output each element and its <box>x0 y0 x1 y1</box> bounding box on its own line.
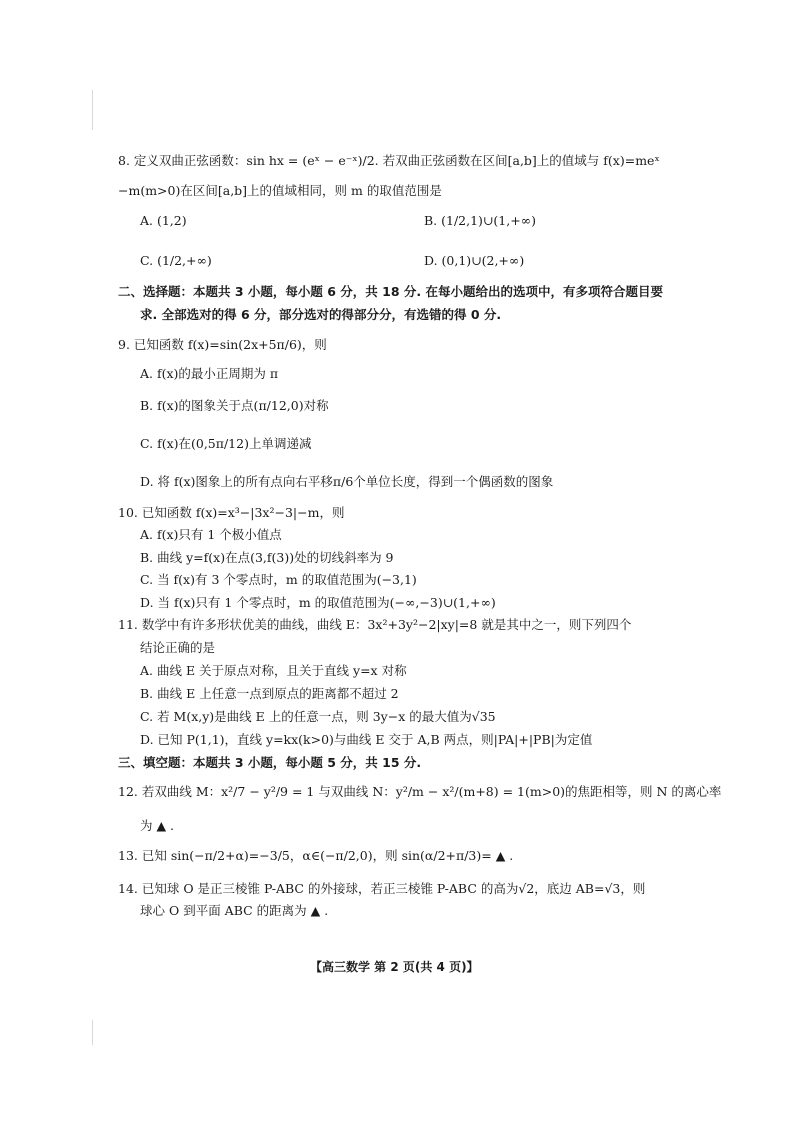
page-footer: 【高三数学 第 2 页(共 4 页)】 <box>310 960 479 974</box>
scan-edge-mark-top <box>92 90 93 130</box>
q10-option-b: B. 曲线 y=f(x)在点(3,f(3))处的切线斜率为 9 <box>140 550 394 565</box>
q14-stem-line1: 14. 已知球 O 是正三棱锥 P-ABC 的外接球，若正三棱锥 P-ABC 的高为√2，底边 AB=√3，则 <box>118 881 646 896</box>
scan-edge-mark-bottom <box>92 1020 93 1045</box>
q8-option-b: B. (1/2,1)∪(1,+∞) <box>424 213 536 228</box>
q9-option-d: D. 将 f(x)图象上的所有点向右平移π/6个单位长度，得到一个偶函数的图象 <box>140 474 554 489</box>
q9-option-b: B. f(x)的图象关于点(π/12,0)对称 <box>140 398 329 413</box>
q11-stem-line2: 结论正确的是 <box>140 640 216 655</box>
q9-option-a: A. f(x)的最小正周期为 π <box>140 366 279 381</box>
q9-option-c: C. f(x)在(0,5π/12)上单调递减 <box>140 436 312 451</box>
q13-stem: 13. 已知 sin(−π/2+α)=−3/5，α∈(−π/2,0)，则 sin(α/2+π/3)= ▲ . <box>118 848 514 863</box>
q11-option-c: C. 若 M(x,y)是曲线 E 上的任意一点，则 3y−x 的最大值为√35 <box>140 709 496 724</box>
section2-heading-line2: 求. 全部选对的得 6 分，部分选对的得部分分，有选错的得 0 分. <box>140 307 502 322</box>
section2-heading-line1: 二、选择题：本题共 3 小题，每小题 6 分，共 18 分. 在每小题给出的选项中，有多项符合题目要 <box>118 284 664 299</box>
q8-stem-line2: −m(m>0)在区间[a,b]上的值域相同，则 m 的取值范围是 <box>118 183 442 198</box>
q8-stem-line1: 8. 定义双曲正弦函数：sin hx = (eˣ − e⁻ˣ)/2. 若双曲正弦函数在区间[a,b]上的值域与 f(x)=meˣ <box>118 153 660 168</box>
q11-option-b: B. 曲线 E 上任意一点到原点的距离都不超过 2 <box>140 686 399 701</box>
q10-option-c: C. 当 f(x)有 3 个零点时，m 的取值范围为(−3,1) <box>140 572 417 587</box>
q10-option-d: D. 当 f(x)只有 1 个零点时，m 的取值范围为(−∞,−3)∪(1,+∞) <box>140 595 496 610</box>
q12-stem-line1: 12. 若双曲线 M：x²/7 − y²/9 = 1 与双曲线 N：y²/m − x²/(m+8) = 1(m>0)的焦距相等，则 N 的离心率 <box>118 784 722 799</box>
q10-option-a: A. f(x)只有 1 个极小值点 <box>140 527 282 542</box>
q11-stem-line1: 11. 数学中有许多形状优美的曲线，曲线 E：3x²+3y²−2|xy|=8 就是其中之一，则下列四个 <box>118 617 632 632</box>
q14-stem-line2: 球心 O 到平面 ABC 的距离为 ▲ . <box>140 903 329 918</box>
q12-stem-line2: 为 ▲ . <box>140 818 175 833</box>
q8-option-d: D. (0,1)∪(2,+∞) <box>424 253 525 268</box>
q8-option-c: C. (1/2,+∞) <box>140 253 212 268</box>
q11-option-a: A. 曲线 E 关于原点对称，且关于直线 y=x 对称 <box>140 663 407 678</box>
q10-stem: 10. 已知函数 f(x)=x³−|3x²−3|−m，则 <box>118 505 345 520</box>
q9-stem: 9. 已知函数 f(x)=sin(2x+5π/6)，则 <box>118 337 327 352</box>
q8-option-a: A. (1,2) <box>140 213 187 228</box>
q11-option-d: D. 已知 P(1,1)，直线 y=kx(k>0)与曲线 E 交于 A,B 两点，则|PA|+|PB|为定值 <box>140 732 593 747</box>
section3-heading: 三、填空题：本题共 3 小题，每小题 5 分，共 15 分. <box>118 755 422 770</box>
